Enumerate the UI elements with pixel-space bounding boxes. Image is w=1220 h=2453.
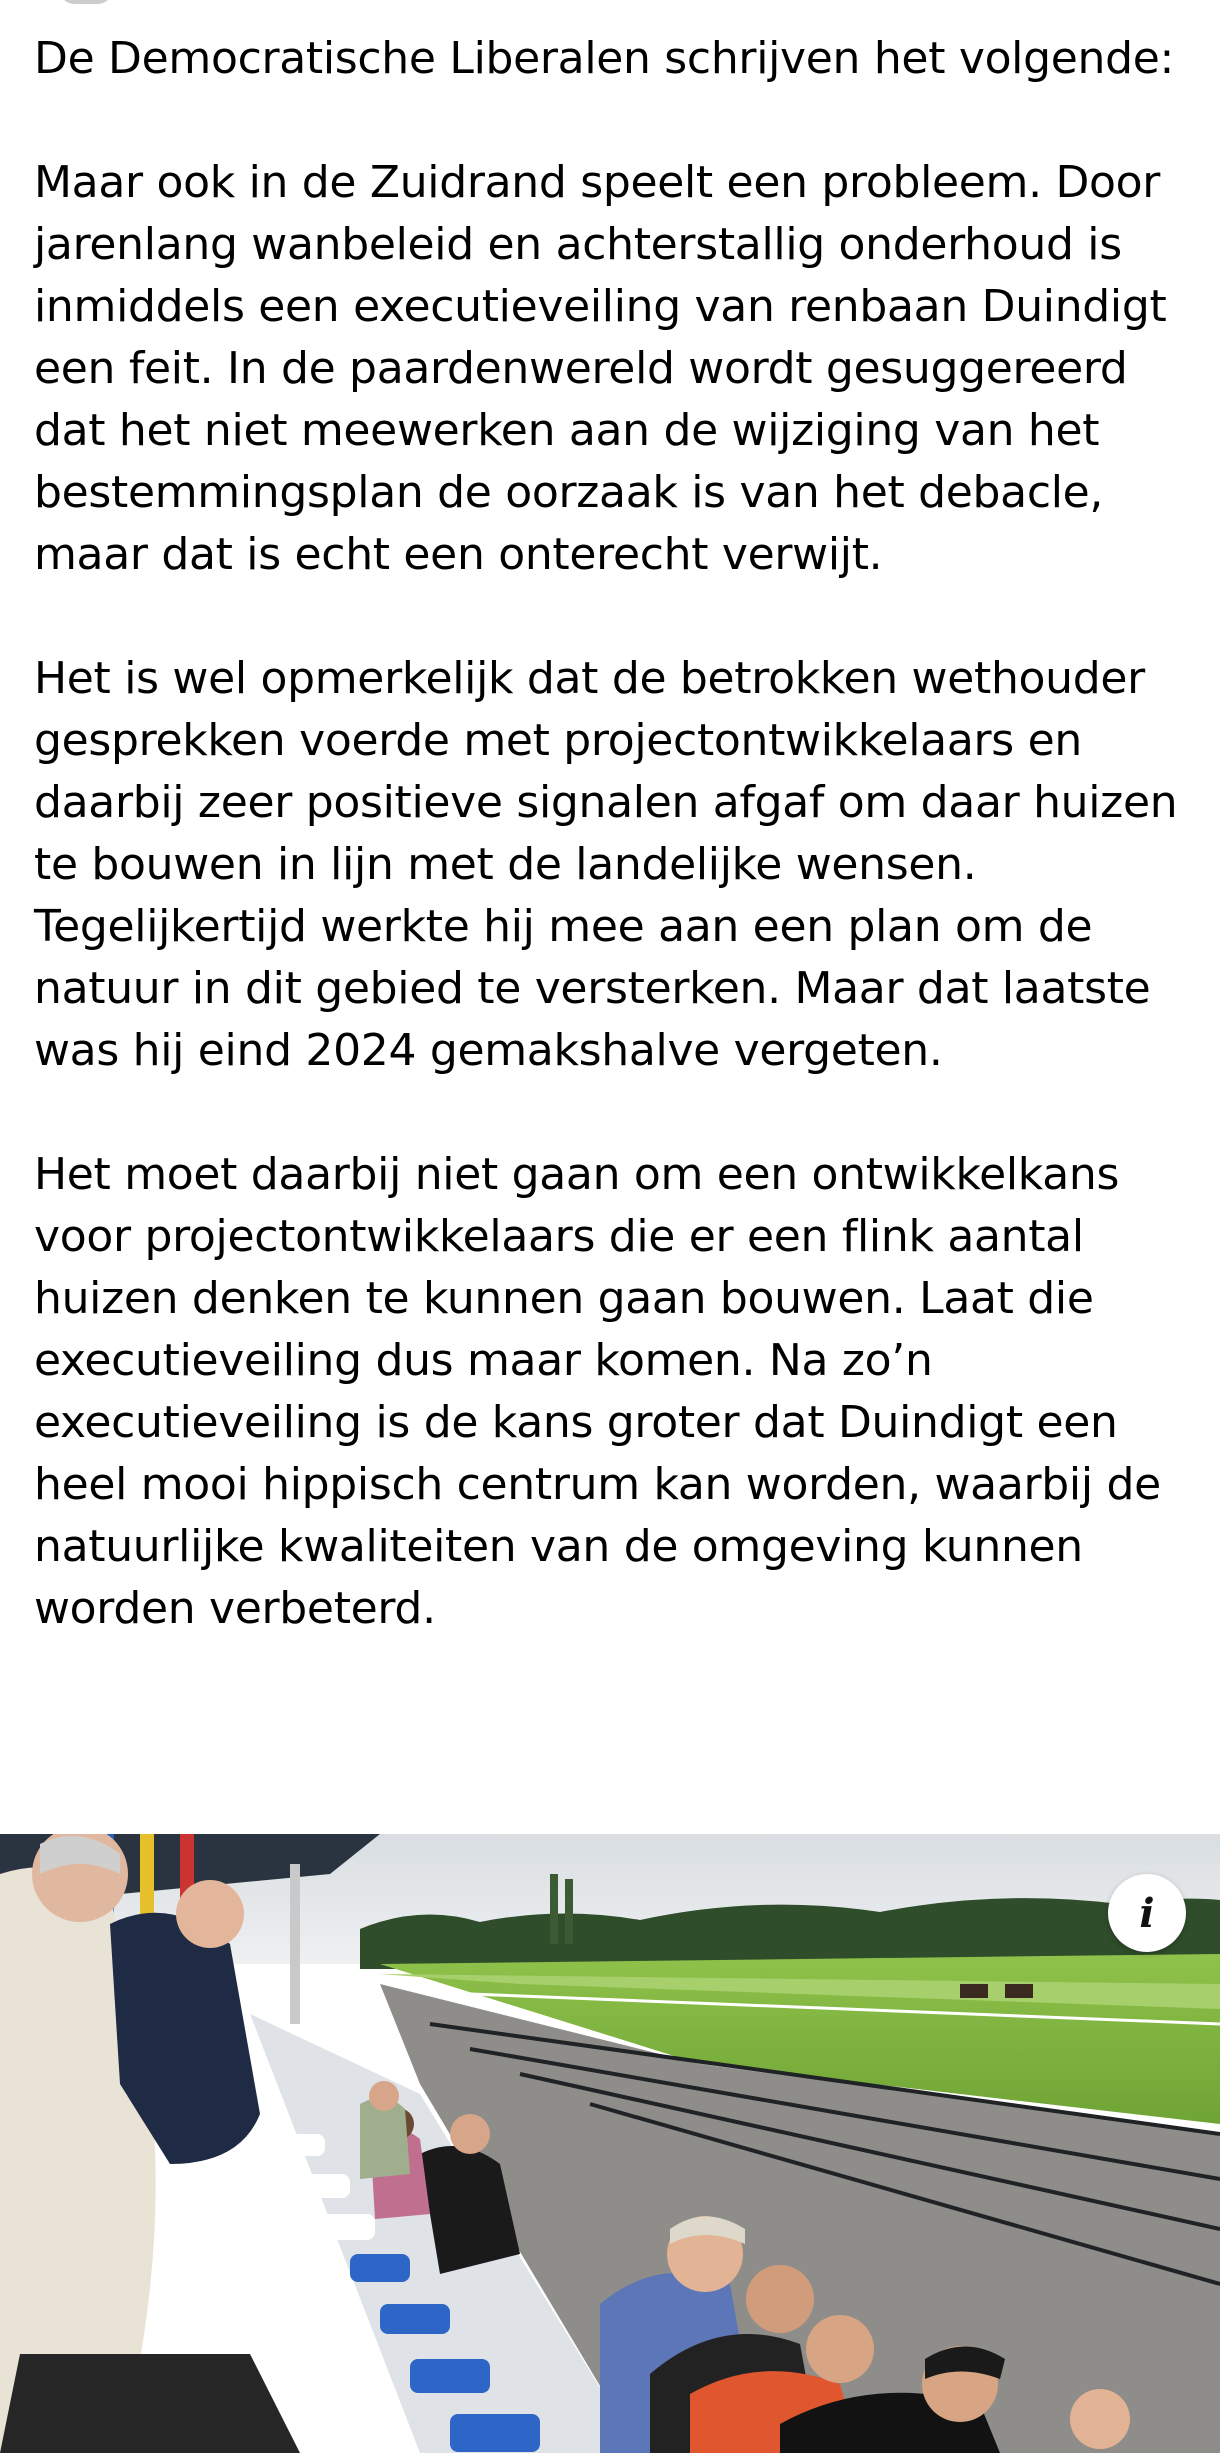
post-photo[interactable] bbox=[0, 1834, 1220, 2453]
racetrack-spectators-image bbox=[0, 1834, 1220, 2453]
post-paragraph-1: De Democratische Liberalen schrijven het volgende: bbox=[34, 33, 1175, 84]
post-paragraph-3: Het is wel opmerkelijk dat de betrokken wethouder gesprekken voerde met projectontwikkelaars en daarbij zeer positieve signalen afgaf om daar huizen te bouwen in lijn met de landelijke wensen. Tegelijkertijd werkte hij mee aan een plan om de natuur in dit gebied te versterken. Maar dat laatste was hij eind 2024 gemakshalve vergeten. bbox=[34, 653, 1178, 1076]
post-paragraph-2: Maar ook in de Zuidrand speelt een probleem. Door jarenlang wanbeleid en achterstallig onderhoud is inmiddels een executieveiling van renbaan Duindigt een feit. In de paardenwereld wordt gesuggereerd dat het niet meewerken aan de wijziging van het bestemmingsplan de oorzaak is van het debacle, maar dat is echt een onterecht verwijt. bbox=[34, 157, 1167, 580]
post-body bbox=[34, 28, 1204, 1640]
post-paragraph-4: Het moet daarbij niet gaan om een ontwikkelkans voor projectontwikkelaars die er een flink aantal huizen denken te kunnen gaan bouwen. Laat die executieveiling dus maar komen. Na zo’n executieveiling is de kans groter dat Duindigt een heel mooi hippisch centrum kan worden, waarbij de natuurlijke kwaliteiten van de omgeving kunnen worden verbeterd. bbox=[34, 1149, 1161, 1634]
avatar[interactable] bbox=[60, 0, 112, 4]
info-icon[interactable]: i bbox=[1108, 1874, 1186, 1952]
